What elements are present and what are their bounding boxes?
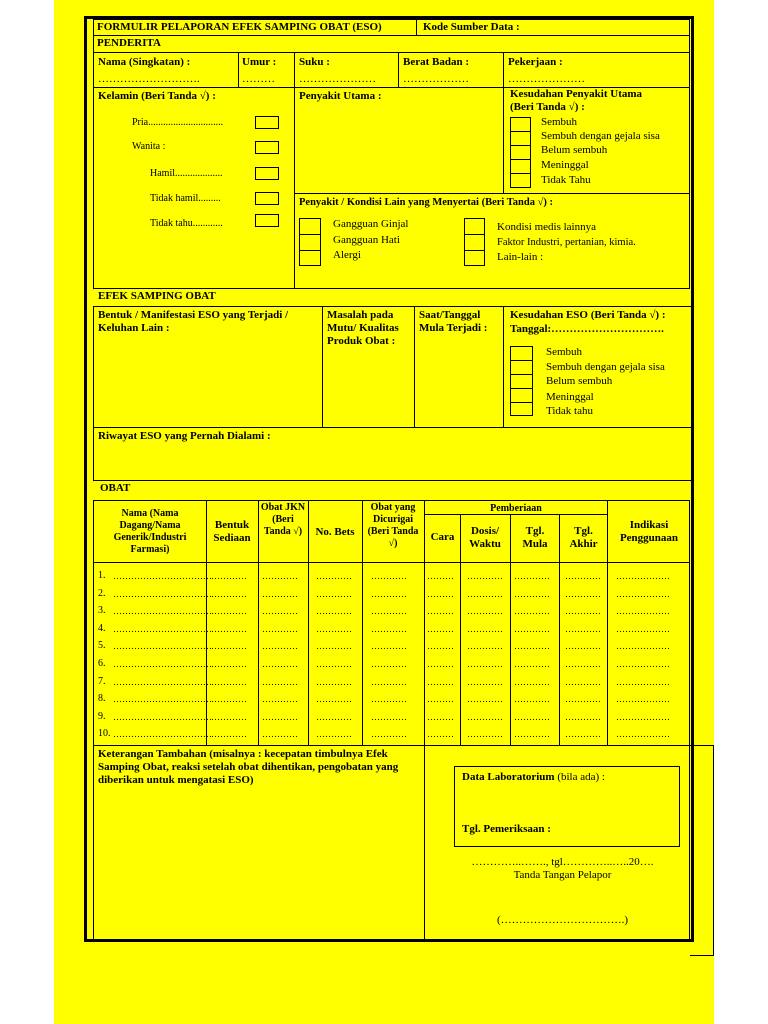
obat-cell[interactable]: ………… [316,694,352,705]
kesudahan-penyakit-opt: Sembuh dengan gejala sisa [541,130,660,142]
divider [503,306,504,428]
obat-cell[interactable]: ……… [427,588,454,599]
obat-cell[interactable]: ………… [565,588,601,599]
kesudahan-eso-opt: Meninggal [546,391,594,403]
masalah-label: Masalah pada [327,309,394,321]
obat-cell[interactable]: ………… [467,729,503,740]
divider [299,234,321,235]
kesudahan-penyakit-checkbox-column[interactable] [510,117,531,188]
umur-label: Umur : [242,56,277,68]
divider [464,234,485,235]
bentuk-eso-label2: Keluhan Lain : [98,322,170,334]
nama-label: Nama (Singkatan) : [98,56,191,68]
kesudahan-eso-opt: Belum sembuh [546,375,613,387]
divider [299,250,321,251]
obat-cell[interactable]: ………… [514,623,550,634]
obat-cell[interactable]: ………… [565,711,601,722]
divider [503,52,504,88]
obat-cell[interactable]: ………… [514,571,550,581]
kondisi-right-opt: Faktor Industri, pertanian, kimia. [497,237,636,248]
obat-cell[interactable]: ………… [371,606,407,617]
suku-label: Suku : [299,56,330,68]
obat-cell[interactable]: ………… [371,711,407,722]
divider [510,159,531,160]
saat-label: Saat/Tanggal [419,309,481,321]
obat-cell[interactable]: ………… [262,623,298,634]
obat-cell[interactable]: ………… [565,606,601,617]
obat-cell[interactable]: ………… [262,711,298,722]
kondisi-left-opt: Gangguan Hati [333,234,400,246]
obat-row-number: 8. [98,693,106,705]
tidak-tahu-checkbox[interactable] [255,214,279,227]
obat-cell[interactable]: ……………… [616,623,670,634]
col-dicurigai-header: Obat yang Dicurigai (Beri Tanda √) [367,502,419,549]
obat-cell[interactable]: ……………… [616,606,670,617]
tidak-tahu-label: Tidak tahu............ [150,218,223,229]
obat-row-number: 1. [98,570,106,581]
kesudahan-penyakit-opt: Belum sembuh [541,144,608,156]
eso-section-title: EFEK SAMPING OBAT [98,290,216,302]
obat-row-number: 4. [98,622,106,634]
masalah-label2: Mutu/ Kualitas [327,322,399,334]
divider [294,87,295,289]
divider [510,402,533,403]
umur-field[interactable]: ……… [242,73,275,85]
tanda-tangan-label: Tanda Tangan Pelapor [513,869,612,881]
kesudahan-penyakit-opt: Sembuh [541,116,578,128]
obat-cell[interactable]: ………… [514,729,550,740]
obat-row-number: 7. [98,675,106,687]
keterangan-label: Keterangan Tambahan (misalnya : kecepatan timbulnya Efek Samping Obat, reaksi setelah obat dihentikan, pengobatan yang diberikan untuk mengatasi ESO) [98,748,399,786]
obat-cell[interactable]: ……………… [616,659,670,669]
lab-label-bold: Data Laboratorium [462,771,555,783]
obat-cell[interactable]: ………… [467,641,503,652]
obat-cell[interactable]: ……… [427,571,454,581]
berat-field[interactable]: ……………… [403,73,469,85]
obat-cell[interactable]: ………… [316,571,352,581]
pria-checkbox[interactable] [255,116,279,129]
divider [93,562,690,563]
obat-cell[interactable]: ………… [371,588,407,599]
tgl-pemeriksaan-label: Tgl. Pemeriksaan : [462,823,551,835]
obat-cell[interactable]: ………… [565,676,601,687]
divider [464,250,485,251]
header-divider [416,19,417,36]
obat-row-number: 10. [98,728,111,740]
obat-cell[interactable]: ……………… [616,641,670,652]
pekerjaan-label: Pekerjaan : [508,56,563,68]
obat-cell[interactable]: ………… [211,676,247,687]
obat-cell[interactable]: ……………… [616,571,670,581]
saat-label2: Mula Terjadi : [419,322,488,334]
obat-cell[interactable]: …………………………… [113,676,212,687]
obat-row-number: 9. [98,710,106,722]
obat-row-number: 5. [98,640,106,652]
kesudahan-eso-label: Kesudahan ESO (Beri Tanda √) : [510,309,666,321]
bentuk-eso-label: Bentuk / Manifestasi ESO yang Terjadi / [98,309,289,321]
obat-cell[interactable]: ……………… [616,711,670,722]
obat-cell[interactable]: ………… [565,571,601,581]
divider [510,374,533,375]
obat-cell[interactable]: ………… [371,694,407,705]
obat-cell[interactable]: ……… [427,694,454,705]
obat-cell[interactable]: ………… [514,659,550,669]
lab-label-rest: (bila ada) : [554,771,605,783]
kondisi-right-opt: Kondisi medis lainnya [497,221,596,233]
obat-row-number: 6. [98,658,106,669]
obat-cell[interactable]: ………… [514,588,550,599]
obat-cell[interactable]: ……………… [616,676,670,687]
obat-cell[interactable]: ………… [371,571,407,581]
divider [510,388,533,389]
tempat-tanggal-field[interactable]: …………..……., tgl…………..…..20…. [471,856,654,868]
obat-cell[interactable]: …………………………… [113,623,212,634]
obat-cell[interactable]: ………… [316,641,352,652]
obat-cell[interactable]: ………… [316,588,352,599]
kondisi-left-opt: Alergi [333,249,361,261]
divider [690,955,714,956]
kesudahan-eso-opt: Tidak tahu [546,405,593,417]
kesudahan-penyakit-opt: Tidak Tahu [541,174,591,186]
obat-cell[interactable]: ………… [316,729,352,740]
col-mula-header: Tgl. Mula [522,525,548,550]
obat-cell[interactable]: ………… [316,676,352,687]
divider [362,500,363,746]
obat-cell[interactable]: ………… [211,623,247,634]
divider [510,131,531,132]
obat-cell[interactable]: ………… [211,711,247,722]
divider [322,306,323,428]
obat-section-title: OBAT [100,482,131,494]
form-title: FORMULIR PELAPORAN EFEK SAMPING OBAT (ESO) [97,21,382,33]
obat-cell[interactable]: ………… [262,641,298,652]
obat-cell[interactable]: ………… [211,606,247,617]
hamil-label: Hamil................... [150,168,223,179]
obat-cell[interactable]: ……………… [616,729,670,740]
col-cara-header: Cara [430,531,455,543]
obat-cell[interactable]: ………… [565,694,601,705]
divider [294,52,295,88]
divider [510,173,531,174]
obat-cell[interactable]: ………… [565,623,601,634]
obat-cell[interactable]: ……………… [616,588,670,599]
obat-cell[interactable]: ………… [211,659,247,669]
penyakit-utama-label: Penyakit Utama : [299,90,382,102]
obat-cell[interactable]: ……… [427,711,454,722]
obat-cell[interactable]: …………………………… [113,711,212,722]
tidak-hamil-label: Tidak hamil......... [150,193,221,204]
pekerjaan-field[interactable]: ………………… [508,73,585,85]
divider [308,500,309,746]
divider [294,193,690,194]
obat-cell[interactable]: ………… [514,606,550,617]
obat-cell[interactable]: ……… [427,659,454,669]
col-nama-header: Nama (Nama Dagang/Nama Generik/Industri Farmasi) [113,508,187,555]
obat-cell[interactable]: ………… [371,641,407,652]
obat-cell[interactable]: ………… [211,641,247,652]
obat-cell[interactable]: ………… [514,694,550,705]
wanita-checkbox[interactable] [255,141,279,154]
suku-field[interactable]: ………………… [299,73,376,85]
masalah-label3: Produk Obat : [327,335,396,347]
col-indikasi-header: Indikasi Penggunaan [619,519,679,544]
obat-cell[interactable]: …………………………… [113,729,212,740]
wanita-label: Wanita : [132,141,166,152]
obat-cell[interactable]: ……… [427,641,454,652]
divider [690,745,714,746]
kesudahan-penyakit-opt: Meninggal [541,159,589,171]
obat-cell[interactable]: …………………………… [113,694,212,705]
obat-cell[interactable]: …………………………… [113,571,212,581]
divider [460,514,461,746]
obat-cell[interactable]: ………… [211,694,247,705]
kesudahan-eso-checkbox-column[interactable] [510,346,533,416]
obat-cell[interactable]: …………………………… [113,641,212,652]
divider [607,500,608,746]
signature-field[interactable]: (…………………………….) [496,914,629,926]
berat-label: Berat Badan : [403,56,469,68]
divider [559,514,560,746]
obat-cell[interactable]: ………… [514,676,550,687]
obat-cell[interactable]: ………… [262,694,298,705]
col-bets-header: No. Bets [315,526,355,538]
kelamin-label: Kelamin (Beri Tanda √) : [98,90,216,102]
col-bentuk-header: Bentuk Sediaan [213,519,251,544]
obat-cell[interactable]: ………… [371,659,407,669]
obat-cell[interactable]: ………… [371,729,407,740]
kesudahan-penyakit-title: Kesudahan Penyakit Utama [510,88,643,100]
obat-cell[interactable]: ………… [211,571,247,581]
kesudahan-penyakit-sub: (Beri Tanda √) : [510,101,585,113]
obat-cell[interactable]: ………… [514,711,550,722]
obat-cell[interactable]: ………… [211,729,247,740]
divider [510,145,531,146]
obat-cell[interactable]: ………… [262,571,298,581]
obat-cell[interactable]: …………………………… [113,606,212,617]
col-jkn-header: Obat JKN (Beri Tanda √) [260,502,306,537]
obat-row-number: 3. [98,605,106,617]
lab-label [462,771,605,784]
obat-row-number: 2. [98,587,106,599]
kesudahan-eso-opt: Sembuh [546,346,583,358]
obat-cell[interactable]: ……… [427,606,454,617]
riwayat-eso-label: Riwayat ESO yang Pernah Dialami : [98,430,271,442]
tanggal-label[interactable]: Tanggal:…………………………. [510,323,664,335]
obat-cell[interactable]: ………… [316,623,352,634]
kondisi-right-opt: Lain-lain : [497,251,544,263]
kondisi-left-opt: Gangguan Ginjal [333,218,409,230]
obat-cell[interactable]: ……………… [616,694,670,705]
obat-cell[interactable]: ………… [262,659,298,669]
col-dosis-header: Dosis/ Waktu [469,525,501,550]
obat-cell[interactable]: ………… [371,676,407,687]
obat-cell[interactable]: ………… [565,659,601,669]
obat-cell[interactable]: ………… [467,711,503,722]
col-pemberian-header: Pemberiaan [490,503,542,514]
divider [258,500,259,746]
obat-cell[interactable]: ………… [211,588,247,599]
pria-label: Pria.............................. [132,117,224,128]
obat-cell[interactable]: ………… [316,659,352,669]
obat-cell[interactable]: ………… [467,571,503,581]
tidak-hamil-checkbox[interactable] [255,192,279,205]
obat-cell[interactable]: ………… [467,588,503,599]
obat-cell[interactable]: ………… [467,623,503,634]
divider [503,87,504,193]
obat-cell[interactable]: ………… [565,729,601,740]
kesudahan-eso-opt: Sembuh dengan gejala sisa [546,361,665,373]
obat-cell[interactable]: ………… [262,676,298,687]
penderita-section-row [93,35,690,53]
obat-cell[interactable]: …………………………… [113,659,212,669]
obat-cell[interactable]: ……… [427,729,454,740]
kondisi-lain-label: Penyakit / Kondisi Lain yang Menyertai (Beri Tanda √) : [299,197,553,208]
divider [238,52,239,88]
obat-cell[interactable]: ………… [467,676,503,687]
obat-cell[interactable]: ………… [262,729,298,740]
kondisi-left-checkbox-column[interactable] [299,218,321,266]
nama-field[interactable]: ………………………. [98,73,200,85]
obat-cell[interactable]: ………… [262,588,298,599]
obat-cell[interactable]: ……… [427,676,454,687]
obat-cell[interactable]: ………… [565,641,601,652]
divider [398,52,399,88]
obat-cell[interactable]: ………… [262,606,298,617]
obat-cell[interactable]: ………… [514,641,550,652]
hamil-checkbox[interactable] [255,167,279,180]
obat-cell[interactable]: ……… [427,623,454,634]
obat-cell[interactable]: ………… [371,623,407,634]
penderita-section-title: PENDERITA [97,37,161,49]
obat-cell[interactable]: ………… [316,606,352,617]
obat-cell[interactable]: ………… [467,694,503,705]
divider [510,514,511,746]
obat-cell[interactable]: …………………………… [113,588,212,599]
divider [424,500,425,746]
divider [510,360,533,361]
kode-sumber-label: Kode Sumber Data : [423,21,520,33]
divider [414,306,415,428]
obat-cell[interactable]: ………… [467,606,503,617]
divider [713,745,714,956]
divider [424,745,425,942]
col-akhir-header: Tgl. Akhir [569,525,598,550]
kondisi-right-checkbox-column[interactable] [464,218,485,266]
obat-cell[interactable]: ………… [316,711,352,722]
obat-cell[interactable]: ………… [467,659,503,669]
